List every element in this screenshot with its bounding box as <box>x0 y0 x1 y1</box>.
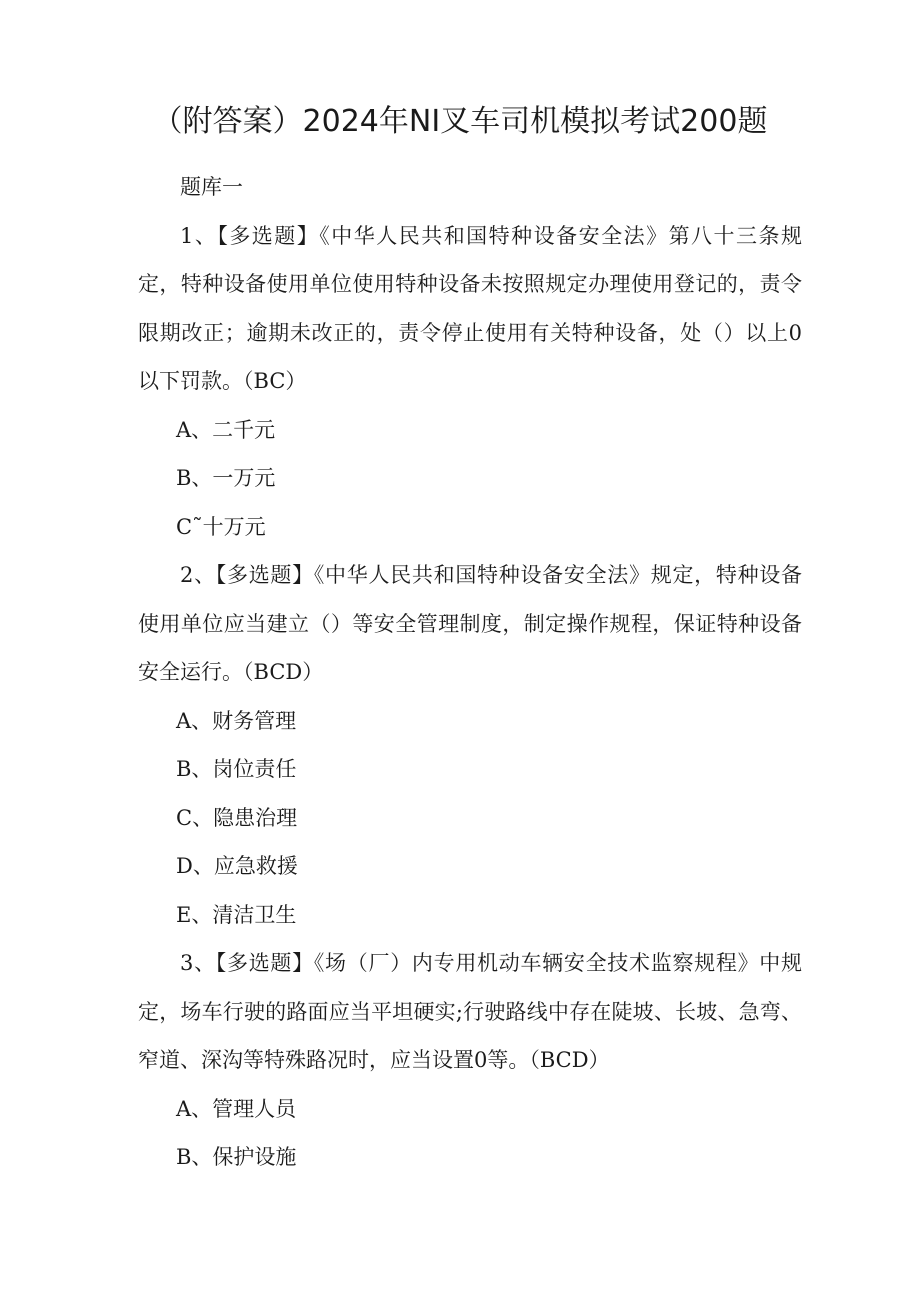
document-body <box>138 163 802 1182</box>
option-2e: E、清洁卫生 <box>176 902 297 927</box>
option-3b: B、保护设施 <box>176 1145 297 1169</box>
option-1c: C˜十万元 <box>176 514 266 539</box>
option-2a: A、财务管理 <box>176 708 297 733</box>
option-1b: B、一万元 <box>176 466 276 490</box>
option-1a: A、二千元 <box>176 417 276 442</box>
section-heading: 题库一 <box>180 175 243 199</box>
option-3a: A、管理人员 <box>176 1096 297 1121</box>
option-2c: C、隐患治理 <box>176 805 298 830</box>
question-stem-1: 1、【多选题】《中华人民共和国特种设备安全法》第八十三条规定，特种设备使用单位使用特种设备未按照规定办理使用登记的，责令限期改正；逾期未改正的，责令停止使用有关特种设备，处（）以上0以下罚款。（BC） <box>138 223 802 393</box>
option-2d: D、应急救援 <box>176 854 298 878</box>
option-2b: B、岗位责任 <box>176 757 297 781</box>
question-stem-3: 3、【多选题】《场（厂）内专用机动车辆安全技术监察规程》中规定，场车行驶的路面应当平坦硬实;行驶路线中存在陡坡、长坡、急弯、窄道、深沟等特殊路况时，应当设置0等。（BCD） <box>138 951 802 1072</box>
question-stem-2: 2、【多选题】《中华人民共和国特种设备安全法》规定，特种设备使用单位应当建立（）等安全管理制度，制定操作规程，保证特种设备安全运行。（BCD） <box>138 563 802 684</box>
document-title: （附答案）2024年NI叉车司机模拟考试200题 <box>152 104 768 139</box>
